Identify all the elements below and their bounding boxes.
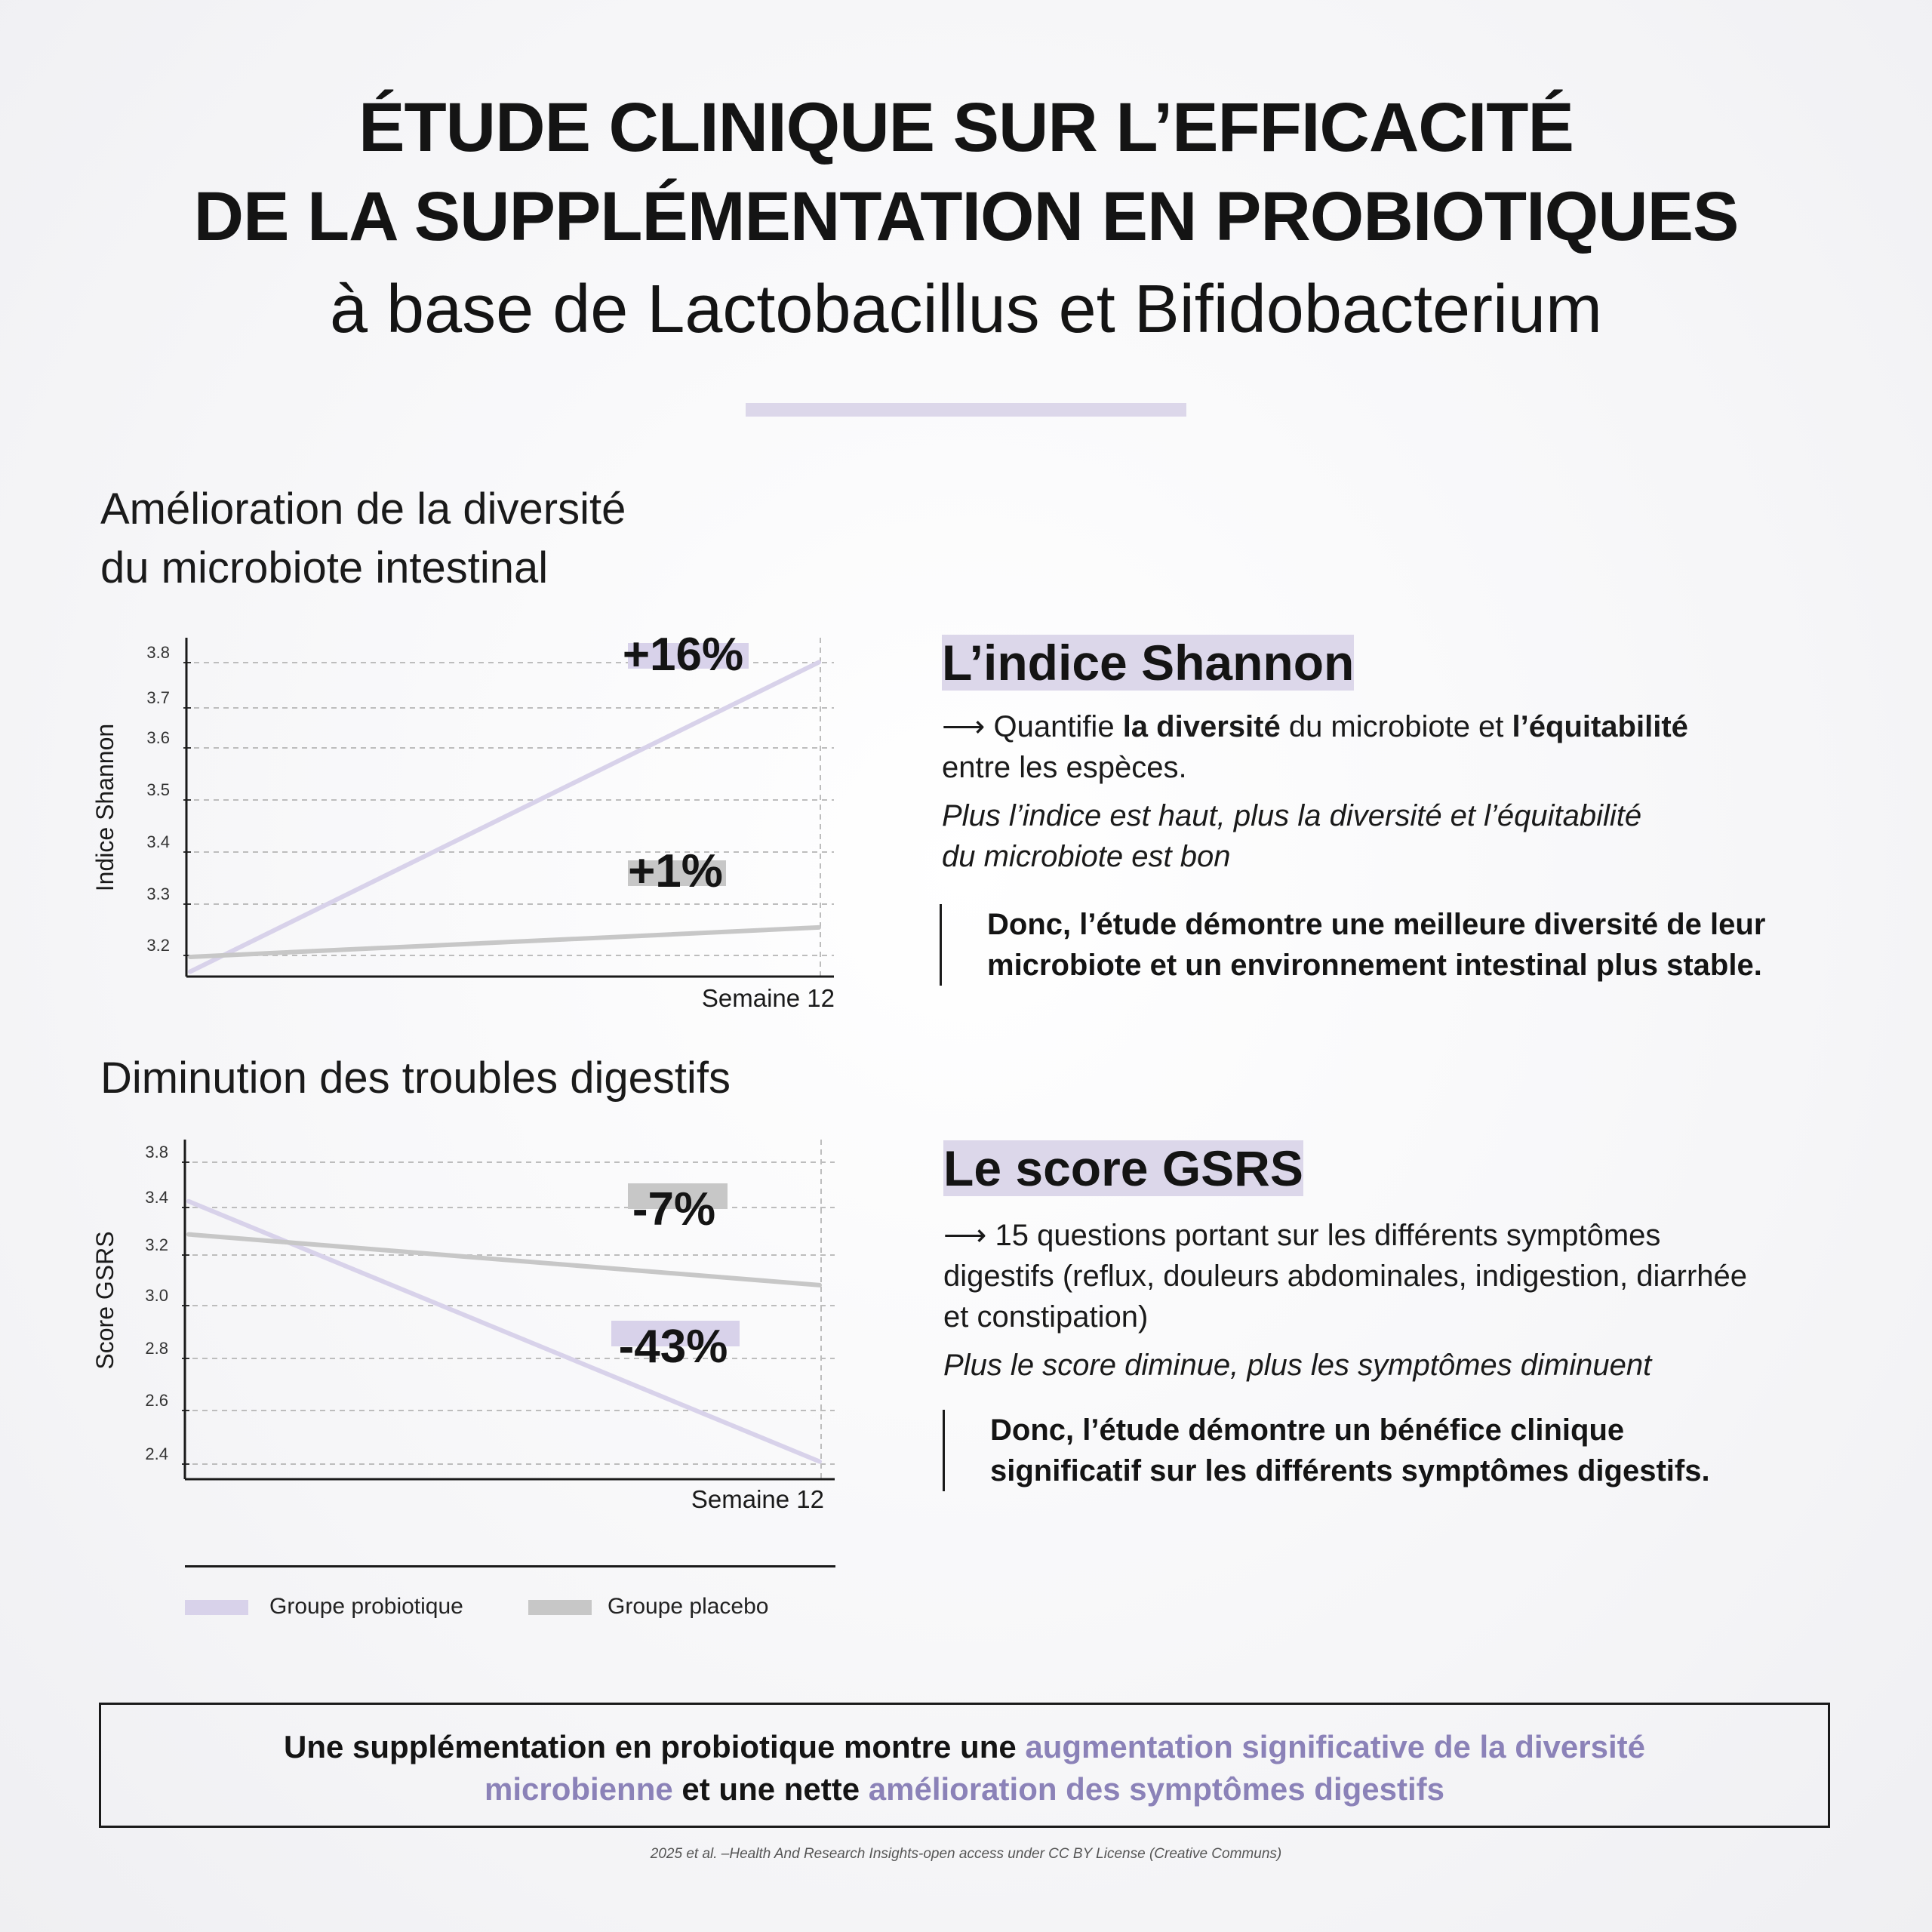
title-line-1: ÉTUDE CLINIQUE SUR L’EFFICACITÉ <box>358 89 1574 166</box>
arrow-icon: ⟶ <box>943 1219 987 1252</box>
gsrs-text-3: et constipation) <box>943 1300 1149 1334</box>
y-tick-label: 3.4 <box>145 1188 168 1207</box>
shannon-italic-1: Plus l’indice est haut, plus la diversité et l’équitabilité <box>942 799 1642 832</box>
title-line-3: à base de Lactobacillus et Bifidobacterium <box>329 272 1602 347</box>
summary-accent-2: microbienne <box>485 1771 673 1807</box>
arrow-icon: ⟶ <box>942 710 986 743</box>
shannon-heading <box>942 634 1354 691</box>
summary-accent-3: amélioration des symptômes digestifs <box>868 1771 1444 1807</box>
data-label-placebo: -7% <box>632 1183 716 1235</box>
x-end-label: Semaine 12 <box>701 984 835 1012</box>
shannon-conclusion-1: Donc, l’étude démontre une meilleure diversité de leur <box>987 908 1766 941</box>
shannon-heading-text: L’indice Shannon <box>942 635 1355 691</box>
y-tick-label: 3.2 <box>145 1235 168 1254</box>
section1-title-line1: Amélioration de la diversité <box>100 485 626 534</box>
gsrs-italic-note: Plus le score diminue, plus les symptômes diminuent <box>943 1349 1652 1382</box>
y-tick-label: 2.6 <box>145 1391 168 1410</box>
data-label-placebo: +1% <box>628 845 723 897</box>
summary-box <box>99 1703 1830 1828</box>
gsrs-heading <box>943 1140 1303 1197</box>
legend-placebo-swatch <box>528 1600 592 1615</box>
legend-divider <box>185 1565 835 1567</box>
gsrs-heading-text: Le score GSRS <box>943 1140 1303 1196</box>
summary-text-2: et une nette <box>672 1771 869 1807</box>
data-label-probiotic: +16% <box>622 629 744 681</box>
gsrs-text-2: digestifs (reflux, douleurs abdominales, indigestion, diarrhée <box>943 1260 1748 1293</box>
legend-probiotic-label: Groupe probiotique <box>269 1594 463 1619</box>
gsrs-description <box>943 1215 1887 1337</box>
shannon-conclusion <box>940 904 1765 986</box>
y-axis-label: Indice Shannon <box>91 723 118 892</box>
y-tick-label: 3.6 <box>146 728 170 747</box>
gsrs-conclusion-2: significatif sur les différents symptômes digestifs. <box>990 1454 1710 1487</box>
section2-title: Diminution des troubles digestifs <box>100 1054 731 1103</box>
shannon-text-c: du microbiote et <box>1280 710 1512 743</box>
y-tick-label: 3.5 <box>146 780 170 799</box>
y-tick-label: 2.8 <box>145 1339 168 1358</box>
shannon-text-d: l’équitabilité <box>1512 710 1688 743</box>
y-tick-label: 3.4 <box>146 832 170 851</box>
shannon-text-b: la diversité <box>1122 710 1281 743</box>
shannon-description <box>942 706 1847 788</box>
title-line-2: DE LA SUPPLÉMENTATION EN PROBIOTIQUES <box>193 178 1739 255</box>
summary-accent-1: augmentation significative de la diversité <box>1025 1729 1645 1764</box>
series-line-placebo <box>190 928 819 957</box>
series-line-probiotic <box>190 663 819 972</box>
y-tick-label: 3.7 <box>146 688 170 707</box>
section1-title-line2: du microbiote intestinal <box>100 543 549 592</box>
series-line-placebo <box>189 1235 820 1285</box>
y-tick-label: 3.3 <box>146 884 170 903</box>
footer-citation: 2025 et al. –Health And Research Insights-open access under CC BY License (Creative Communs) <box>650 1846 1282 1862</box>
y-axis-label: Score GSRS <box>91 1231 118 1370</box>
y-tick-label: 2.4 <box>145 1444 168 1463</box>
shannon-italic-note <box>942 795 1641 877</box>
gsrs-conclusion <box>943 1410 1710 1491</box>
x-end-label: Semaine 12 <box>691 1485 824 1513</box>
y-tick-label: 3.0 <box>145 1286 168 1305</box>
legend-probiotic-swatch <box>185 1600 248 1615</box>
legend-placebo-label: Groupe placebo <box>608 1594 769 1619</box>
shannon-text-a: Quantifie <box>993 710 1123 743</box>
y-tick-label: 3.8 <box>146 643 170 662</box>
gsrs-conclusion-1: Donc, l’étude démontre un bénéfice clinique <box>990 1414 1625 1447</box>
shannon-text-e: entre les espèces. <box>942 751 1187 784</box>
y-tick-label: 3.8 <box>145 1143 168 1161</box>
data-label-probiotic: -43% <box>618 1321 728 1373</box>
shannon-italic-2: du microbiote est bon <box>942 840 1231 873</box>
shannon-conclusion-2: microbiote et un environnement intestinal plus stable. <box>987 949 1762 982</box>
summary-text-1: Une supplémentation en probiotique montre une <box>284 1729 1026 1764</box>
y-tick-label: 3.2 <box>146 936 170 955</box>
gsrs-text-1: 15 questions portant sur les différents symptômes <box>995 1219 1661 1252</box>
